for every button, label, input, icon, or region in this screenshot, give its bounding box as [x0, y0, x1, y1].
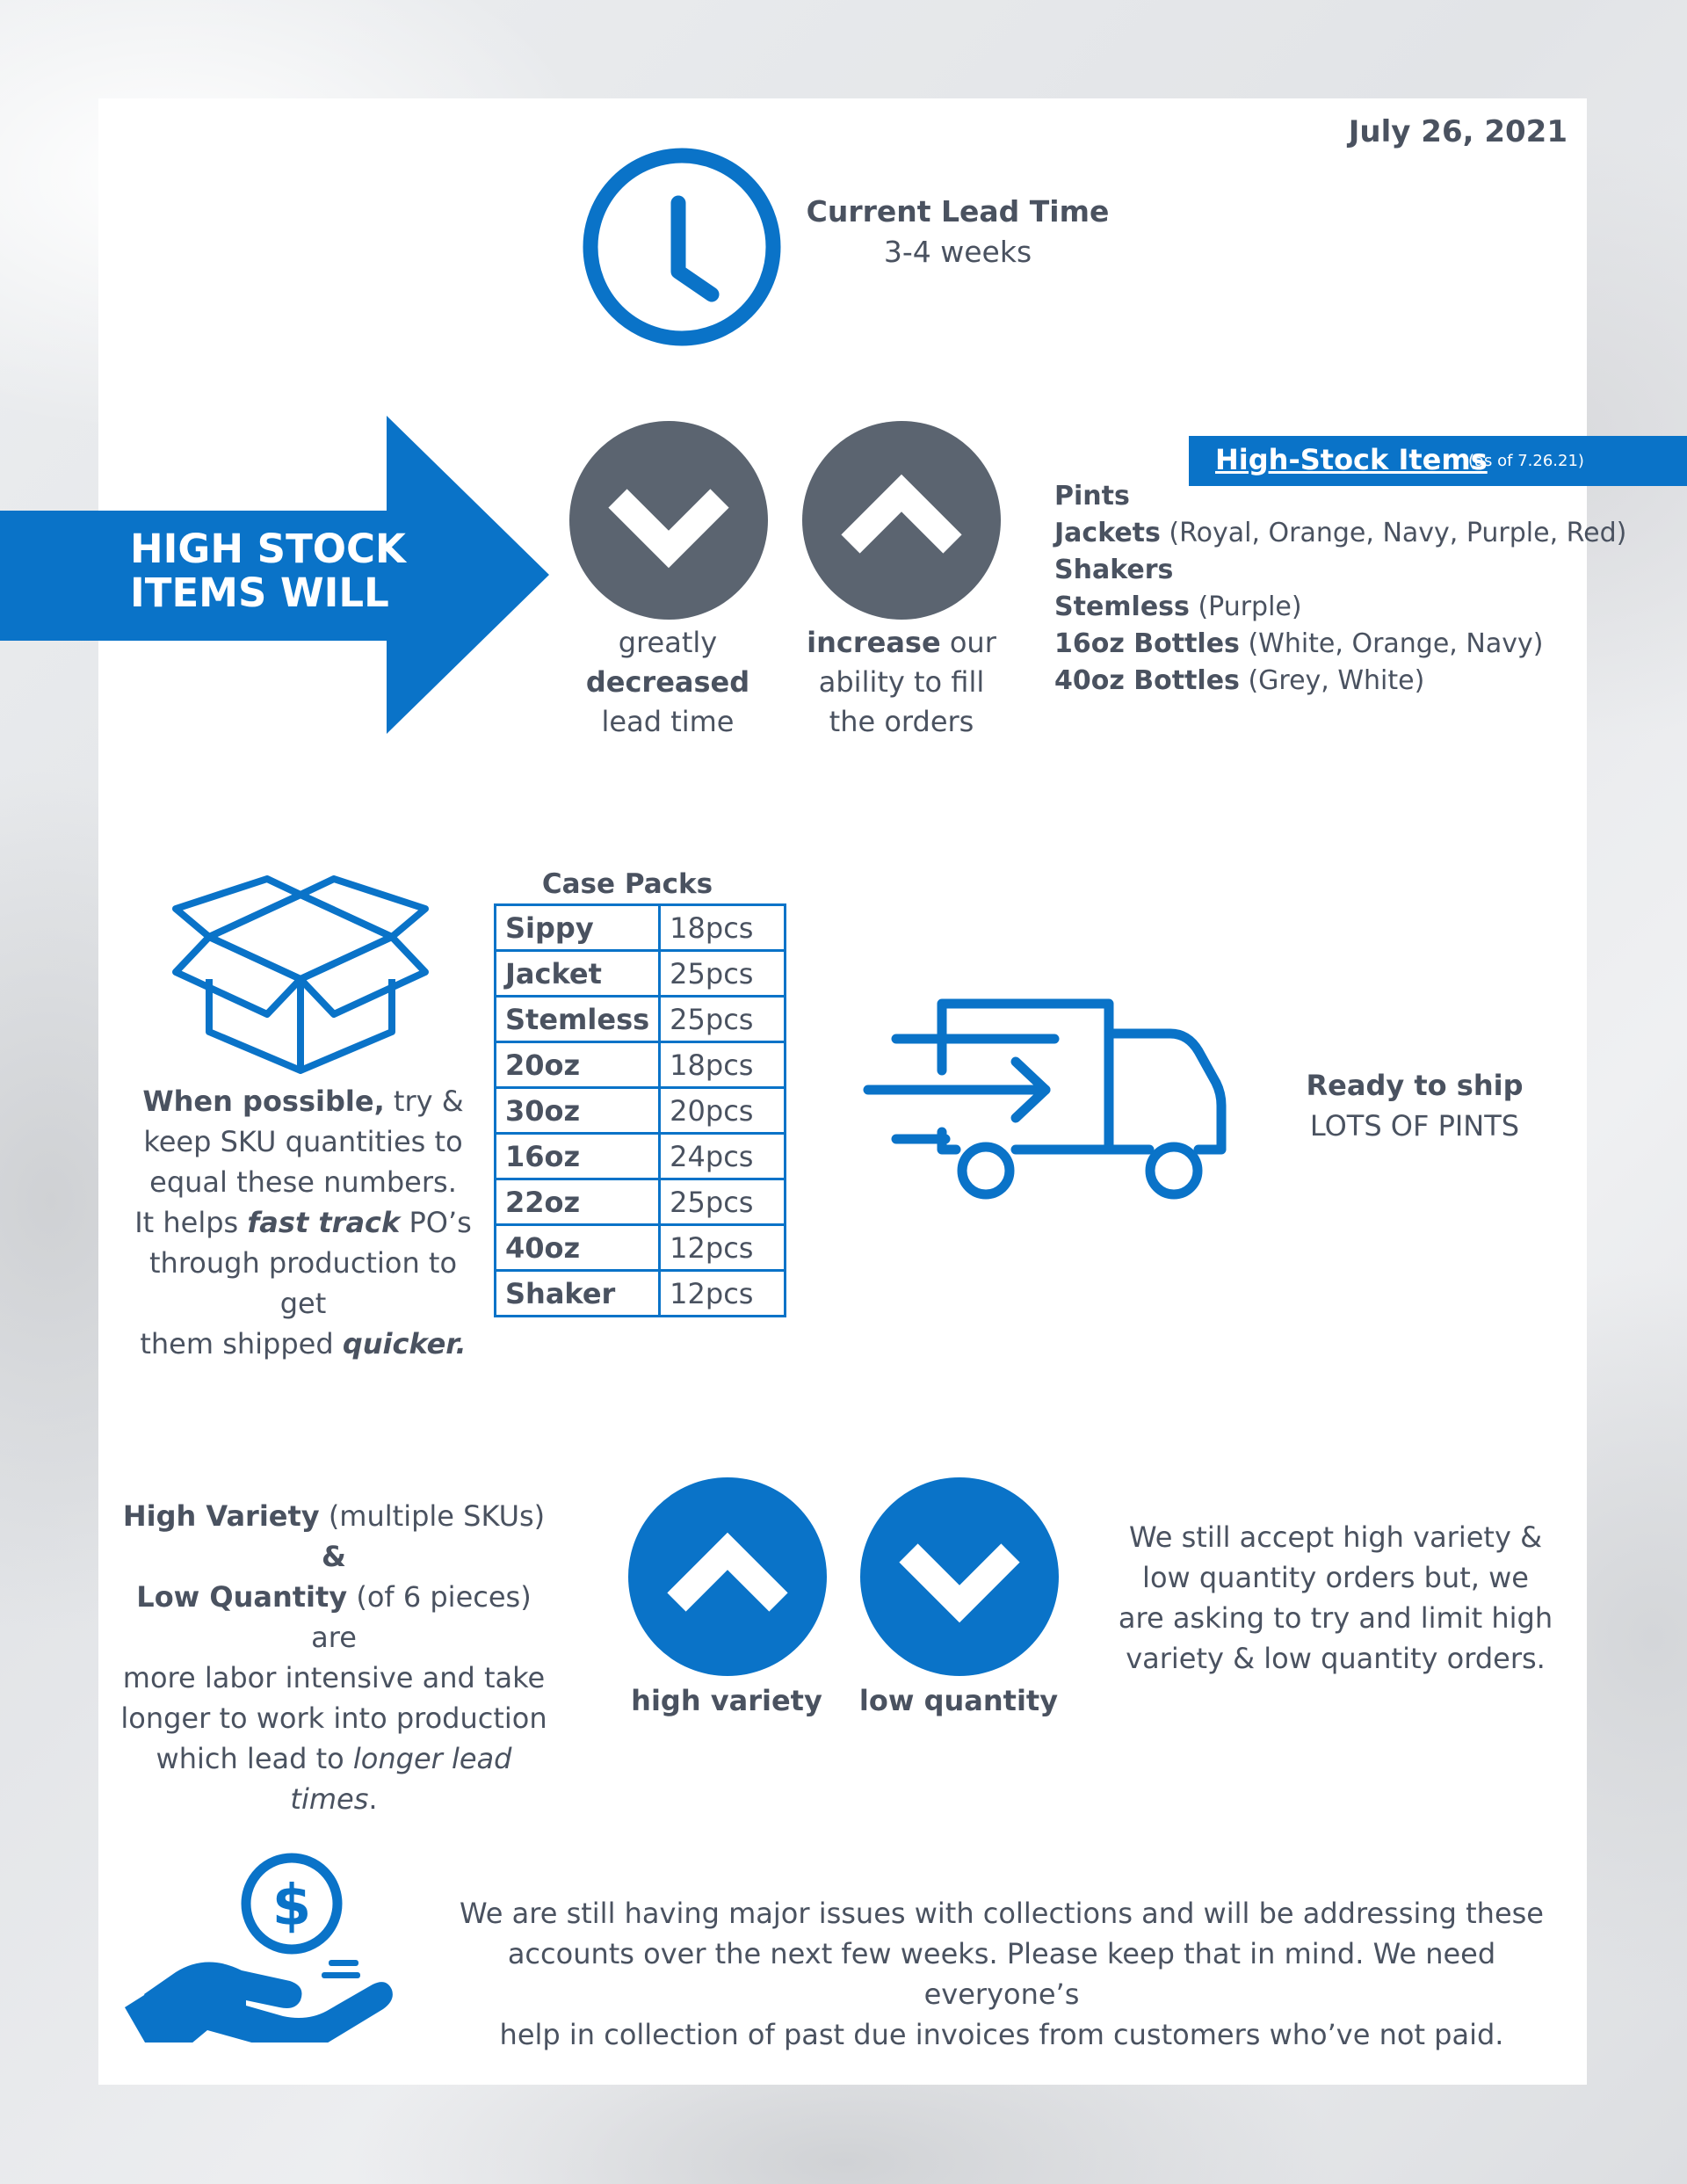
accept-line: are asking to try and limit high — [1118, 1601, 1553, 1635]
item-name: 16oz Bottles — [1054, 628, 1240, 659]
accept-line: variety & low quantity orders. — [1126, 1642, 1546, 1675]
delivery-truck-icon — [861, 998, 1230, 1206]
item-detail: (Royal, Orange, Navy, Purple, Red) — [1160, 518, 1627, 548]
tip-line-4-em: fast track — [247, 1206, 401, 1239]
table-row — [496, 951, 786, 997]
item-name: Pints — [1054, 481, 1130, 512]
cell-qty: 20pcs — [660, 1088, 786, 1134]
cell-qty: 12pcs — [660, 1225, 786, 1271]
cell-qty: 18pcs — [660, 905, 786, 951]
increase-line-3: the orders — [829, 705, 974, 738]
cell-item: 30oz — [496, 1088, 660, 1134]
item-name: Stemless — [1054, 591, 1190, 622]
variety-note — [114, 1496, 554, 1819]
tip-line-6-em: quicker. — [342, 1327, 467, 1360]
list-item — [1054, 552, 1626, 589]
item-name: Shakers — [1054, 555, 1174, 585]
list-item — [1054, 589, 1626, 626]
high-stock-banner-text — [130, 527, 406, 615]
list-item — [1054, 626, 1626, 663]
collections-note — [457, 1893, 1546, 2055]
table-row — [496, 1225, 786, 1271]
table-row — [496, 1271, 786, 1317]
decrease-caption — [554, 623, 782, 742]
item-name: Jackets — [1054, 518, 1161, 548]
table-row — [496, 1134, 786, 1179]
table-row — [496, 997, 786, 1042]
ready-to-ship — [1265, 1065, 1564, 1146]
table-row — [496, 1042, 786, 1088]
cell-qty: 25pcs — [660, 951, 786, 997]
case-packs-table — [494, 903, 786, 1317]
collections-line: We are still having major issues with collections and will be addressing these — [460, 1897, 1544, 1930]
increase-line-2: ability to fill — [818, 665, 985, 699]
cell-qty: 25pcs — [660, 997, 786, 1042]
cell-item: Sippy — [496, 905, 660, 951]
item-name: 40oz Bottles — [1054, 665, 1240, 696]
decrease-post: lead time — [601, 705, 735, 738]
banner-line-2: ITEMS WILL — [130, 570, 389, 616]
collections-line: accounts over the next few weeks. Please keep that in mind. We need everyone’s — [507, 1937, 1496, 2011]
decrease-pre: greatly — [618, 626, 718, 659]
variety-rest-1: (multiple SKUs) — [319, 1499, 546, 1533]
money-hand-icon — [123, 1849, 404, 2043]
variety-line-5-post: . — [368, 1782, 378, 1816]
cell-qty: 12pcs — [660, 1271, 786, 1317]
high-variety-label: high variety — [631, 1684, 822, 1717]
variety-amp: & — [322, 1540, 346, 1573]
tip-line-5: through production to get — [148, 1246, 458, 1320]
variety-bold-1: High Variety — [122, 1499, 320, 1533]
cell-qty: 18pcs — [660, 1042, 786, 1088]
tip-bold: When possible, — [142, 1085, 385, 1118]
chevron-down-icon — [569, 421, 768, 620]
variety-line-5-pre: which lead to — [156, 1742, 353, 1775]
ship-label: Ready to ship — [1306, 1069, 1524, 1102]
cell-qty: 25pcs — [660, 1179, 786, 1225]
cell-item: 22oz — [496, 1179, 660, 1225]
chevron-up-icon — [802, 421, 1001, 620]
item-detail: (White, Orange, Navy) — [1239, 628, 1544, 659]
increase-bold: increase — [807, 626, 941, 659]
open-box-icon — [172, 875, 429, 1074]
list-item — [1054, 663, 1626, 700]
decrease-bold: decreased — [585, 665, 750, 699]
table-row — [496, 1088, 786, 1134]
cell-item: Stemless — [496, 997, 660, 1042]
banner-line-1: HIGH STOCK — [130, 526, 406, 572]
svg-text:$: $ — [272, 1874, 312, 1939]
accept-line: We still accept high variety & — [1128, 1520, 1543, 1554]
increase-caption — [787, 623, 1016, 742]
variety-line-4: longer to work into production — [120, 1701, 547, 1735]
variety-line-5-em: longer lead times — [290, 1742, 512, 1816]
cell-item: 40oz — [496, 1225, 660, 1271]
cell-item: Shaker — [496, 1271, 660, 1317]
tip-line-6-pre: them shipped — [140, 1327, 343, 1360]
chevron-down-icon — [860, 1477, 1059, 1676]
cell-qty: 24pcs — [660, 1134, 786, 1179]
tip-line-3: equal these numbers. — [149, 1165, 457, 1199]
item-detail: (Grey, White) — [1239, 665, 1425, 696]
cell-item: Jacket — [496, 951, 660, 997]
date: July 26, 2021 — [1348, 114, 1568, 149]
variety-rest-2: (of 6 pieces) are — [311, 1580, 532, 1654]
high-stock-title: High-Stock Items — [1215, 443, 1488, 476]
table-row — [496, 905, 786, 951]
high-stock-list — [1054, 478, 1626, 700]
accept-note — [1116, 1517, 1555, 1679]
lead-time-label: Current Lead Time — [806, 194, 1110, 229]
clock-icon — [580, 145, 784, 349]
variety-line-3: more labor intensive and take — [122, 1661, 546, 1694]
collections-line: help in collection of past due invoices from customers who’ve not paid. — [499, 2018, 1504, 2051]
cell-item: 16oz — [496, 1134, 660, 1179]
table-row — [496, 1179, 786, 1225]
accept-line: low quantity orders but, we — [1142, 1561, 1529, 1594]
tip-line-4-post: PO’s — [400, 1206, 472, 1239]
sku-tip — [123, 1081, 483, 1364]
tip-line-2: keep SKU quantities to — [143, 1125, 463, 1158]
lead-time-block — [773, 192, 1142, 272]
lead-time-value: 3-4 weeks — [883, 235, 1032, 269]
variety-bold-2: Low Quantity — [136, 1580, 348, 1614]
item-detail: (Purple) — [1189, 591, 1302, 622]
ship-value: LOTS OF PINTS — [1309, 1109, 1520, 1143]
list-item — [1054, 515, 1626, 552]
chevron-up-icon — [628, 1477, 827, 1676]
increase-rest: our — [940, 626, 996, 659]
low-quantity-label: low quantity — [858, 1684, 1059, 1717]
case-packs-title: Case Packs — [541, 868, 713, 900]
tip-line-4-pre: It helps — [134, 1206, 248, 1239]
list-item — [1054, 478, 1626, 515]
tip-line-1: try & — [384, 1085, 464, 1118]
cell-item: 20oz — [496, 1042, 660, 1088]
high-stock-as-of: (as of 7.26.21) — [1468, 452, 1584, 470]
